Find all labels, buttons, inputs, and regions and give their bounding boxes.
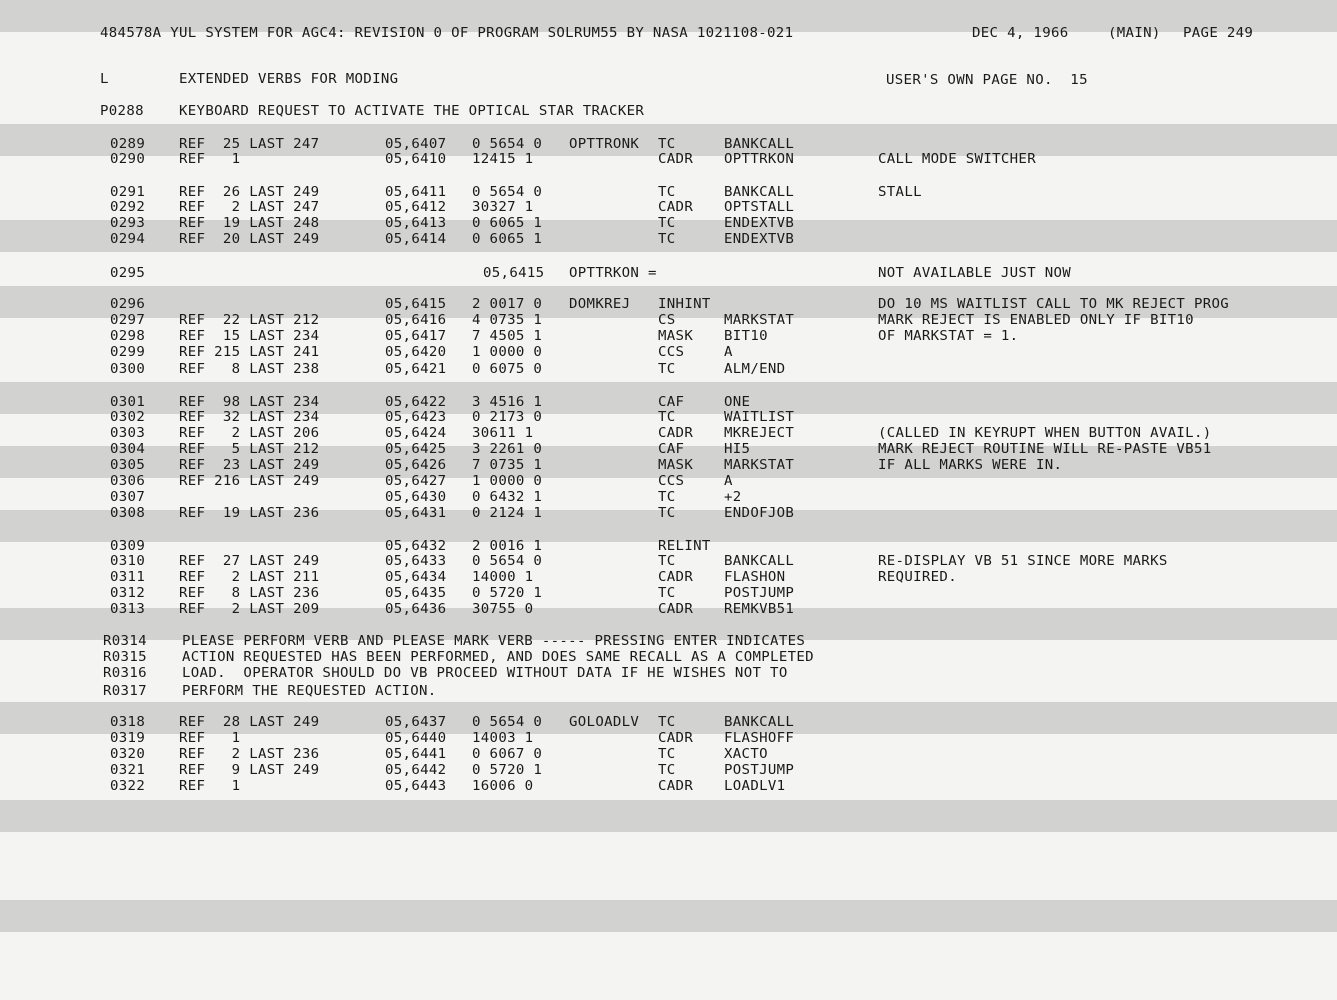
comment: NOT AVAILABLE JUST NOW (878, 266, 1072, 281)
operand: A (724, 345, 733, 360)
line-number: 0313 (110, 602, 146, 617)
operand: POSTJUMP (724, 763, 795, 778)
operand: BANKCALL (724, 185, 795, 200)
opcode: TC (658, 763, 676, 778)
octal-word: 14003 1 (472, 731, 534, 746)
line-number: 0296 (110, 297, 146, 312)
cross-reference: REF 8 LAST 236 (179, 586, 320, 601)
opcode: CCS (658, 345, 685, 360)
comment: MARK REJECT ROUTINE WILL RE-PASTE VB51 (878, 442, 1212, 457)
operand: FLASHOFF (724, 731, 795, 746)
users-own-page-number: USER'S OWN PAGE NO. 15 (886, 73, 1088, 88)
remark-text: PERFORM THE REQUESTED ACTION. (182, 684, 437, 699)
remark-line-number: R0317 (103, 684, 147, 699)
operand: BANKCALL (724, 554, 795, 569)
memory-address: 05,6417 (385, 329, 447, 344)
cross-reference: REF 19 LAST 248 (179, 216, 320, 231)
operand: MKREJECT (724, 426, 795, 441)
line-number: 0289 (110, 137, 146, 152)
memory-address: 05,6435 (385, 586, 447, 601)
opcode: INHINT (658, 297, 711, 312)
memory-address: 05,6423 (385, 410, 447, 425)
opcode: TC (658, 747, 676, 762)
comment: OF MARKSTAT = 1. (878, 329, 1019, 344)
opcode: TC (658, 715, 676, 730)
octal-word: 0 5654 0 (472, 715, 543, 730)
line-number: 0300 (110, 362, 146, 377)
remark-text: LOAD. OPERATOR SHOULD DO VB PROCEED WITHOUT DATA IF HE WISHES NOT TO (182, 666, 788, 681)
line-number: 0298 (110, 329, 146, 344)
operand: MARKSTAT (724, 458, 795, 473)
comment: (CALLED IN KEYRUPT WHEN BUTTON AVAIL.) (878, 426, 1212, 441)
line-number: 0304 (110, 442, 146, 457)
opcode: TC (658, 362, 676, 377)
line-number: 0319 (110, 731, 146, 746)
octal-word: 0 2124 1 (472, 506, 543, 521)
operand: A (724, 474, 733, 489)
operand: BANKCALL (724, 715, 795, 730)
line-number: 0295 (110, 266, 146, 281)
cross-reference: REF 1 (179, 731, 241, 746)
memory-address: 05,6420 (385, 345, 447, 360)
operand: REMKVB51 (724, 602, 795, 617)
line-number: 0310 (110, 554, 146, 569)
symbol-label: OPTTRKON = (569, 266, 657, 281)
operand: FLASHON (724, 570, 786, 585)
octal-word: 0 2173 0 (472, 410, 543, 425)
octal-word: 3 2261 0 (472, 442, 543, 457)
octal-word: 3 4516 1 (472, 395, 543, 410)
line-number: 0311 (110, 570, 146, 585)
octal-word: 0 5654 0 (472, 137, 543, 152)
cross-reference: REF 2 LAST 236 (179, 747, 320, 762)
line-number: 0318 (110, 715, 146, 730)
opcode: CADR (658, 779, 694, 794)
line-number: 0320 (110, 747, 146, 762)
cross-reference: REF 9 LAST 249 (179, 763, 320, 778)
cross-reference: REF 1 (179, 779, 241, 794)
operand: +2 (724, 490, 742, 505)
octal-word: 30327 1 (472, 200, 534, 215)
comment: MARK REJECT IS ENABLED ONLY IF BIT10 (878, 313, 1194, 328)
memory-address: 05,6424 (385, 426, 447, 441)
opcode: TC (658, 554, 676, 569)
octal-word: 16006 0 (472, 779, 534, 794)
operand: HI5 (724, 442, 751, 457)
opcode: TC (658, 216, 676, 231)
memory-address: 05,6430 (385, 490, 447, 505)
memory-address: 05,6411 (385, 185, 447, 200)
line-number: 0305 (110, 458, 146, 473)
greenbar-band (0, 800, 1337, 832)
line-number: 0309 (110, 539, 146, 554)
memory-address: 05,6442 (385, 763, 447, 778)
opcode: TC (658, 506, 676, 521)
memory-address: 05,6412 (385, 200, 447, 215)
line-number: 0303 (110, 426, 146, 441)
line-number: 0301 (110, 395, 146, 410)
cross-reference: REF 2 LAST 247 (179, 200, 320, 215)
opcode: CADR (658, 731, 694, 746)
log-section-title: EXTENDED VERBS FOR MODING (179, 72, 399, 87)
octal-word: 0 6067 0 (472, 747, 543, 762)
octal-word: 05,6415 (483, 266, 545, 281)
memory-address: 05,6415 (385, 297, 447, 312)
cross-reference: REF 26 LAST 249 (179, 185, 320, 200)
opcode: CADR (658, 426, 694, 441)
octal-word: 0 6065 1 (472, 232, 543, 247)
opcode: CADR (658, 570, 694, 585)
opcode: TC (658, 185, 676, 200)
remark-line-number: R0316 (103, 666, 147, 681)
cross-reference: REF 2 LAST 209 (179, 602, 320, 617)
symbol-label: OPTTRONK (569, 137, 640, 152)
opcode: RELINT (658, 539, 711, 554)
memory-address: 05,6425 (385, 442, 447, 457)
comment: CALL MODE SWITCHER (878, 152, 1036, 167)
memory-address: 05,6436 (385, 602, 447, 617)
octal-word: 0 6075 0 (472, 362, 543, 377)
octal-word: 7 0735 1 (472, 458, 543, 473)
line-number: 0321 (110, 763, 146, 778)
octal-word: 2 0016 1 (472, 539, 543, 554)
remark-text: PLEASE PERFORM VERB AND PLEASE MARK VERB ----- PRESSING ENTER INDICATES (182, 634, 806, 649)
octal-word: 0 6432 1 (472, 490, 543, 505)
operand: OPTTRKON (724, 152, 795, 167)
cross-reference: REF 98 LAST 234 (179, 395, 320, 410)
operand: LOADLV1 (724, 779, 786, 794)
memory-address: 05,6414 (385, 232, 447, 247)
line-number: 0299 (110, 345, 146, 360)
memory-address: 05,6432 (385, 539, 447, 554)
octal-word: 2 0017 0 (472, 297, 543, 312)
octal-word: 4 0735 1 (472, 313, 543, 328)
cross-reference: REF 28 LAST 249 (179, 715, 320, 730)
memory-address: 05,6422 (385, 395, 447, 410)
cross-reference: REF 216 LAST 249 (179, 474, 320, 489)
octal-word: 0 5720 1 (472, 763, 543, 778)
opcode: TC (658, 137, 676, 152)
opcode: CADR (658, 152, 694, 167)
octal-word: 0 5654 0 (472, 554, 543, 569)
operand: BANKCALL (724, 137, 795, 152)
cross-reference: REF 22 LAST 212 (179, 313, 320, 328)
operand: POSTJUMP (724, 586, 795, 601)
memory-address: 05,6410 (385, 152, 447, 167)
operand: ENDOFJOB (724, 506, 795, 521)
operand: ENDEXTVB (724, 232, 795, 247)
opcode: CADR (658, 602, 694, 617)
octal-word: 14000 1 (472, 570, 534, 585)
line-number: 0306 (110, 474, 146, 489)
memory-address: 05,6416 (385, 313, 447, 328)
octal-word: 12415 1 (472, 152, 534, 167)
comment: RE-DISPLAY VB 51 SINCE MORE MARKS (878, 554, 1168, 569)
line-number: 0322 (110, 779, 146, 794)
remark-line-number: R0315 (103, 650, 147, 665)
opcode: CS (658, 313, 676, 328)
header-page-number: PAGE 249 (1183, 26, 1254, 41)
symbol-label: DOMKREJ (569, 297, 631, 312)
opcode: CAF (658, 442, 685, 457)
remark-text: ACTION REQUESTED HAS BEEN PERFORMED, AND DOES SAME RECALL AS A COMPLETED (182, 650, 814, 665)
line-number: 0302 (110, 410, 146, 425)
cross-reference: REF 27 LAST 249 (179, 554, 320, 569)
greenbar-band (0, 900, 1337, 932)
cross-reference: REF 8 LAST 238 (179, 362, 320, 377)
symbol-label: GOLOADLV (569, 715, 640, 730)
line-number: 0293 (110, 216, 146, 231)
header-date: DEC 4, 1966 (972, 26, 1069, 41)
octal-word: 30755 0 (472, 602, 534, 617)
operand: XACTO (724, 747, 768, 762)
memory-address: 05,6426 (385, 458, 447, 473)
cross-reference: REF 23 LAST 249 (179, 458, 320, 473)
cross-reference: REF 19 LAST 236 (179, 506, 320, 521)
cross-reference: REF 215 LAST 241 (179, 345, 320, 360)
comment: DO 10 MS WAITLIST CALL TO MK REJECT PROG (878, 297, 1230, 312)
operand: ALM/END (724, 362, 786, 377)
operand: OPTSTALL (724, 200, 795, 215)
memory-address: 05,6437 (385, 715, 447, 730)
line-number: 0294 (110, 232, 146, 247)
cross-reference: REF 15 LAST 234 (179, 329, 320, 344)
cross-reference: REF 25 LAST 247 (179, 137, 320, 152)
memory-address: 05,6441 (385, 747, 447, 762)
memory-address: 05,6434 (385, 570, 447, 585)
octal-word: 0 5654 0 (472, 185, 543, 200)
line-number: 0291 (110, 185, 146, 200)
line-number: 0307 (110, 490, 146, 505)
line-number: 0292 (110, 200, 146, 215)
line-number: 0312 (110, 586, 146, 601)
octal-word: 1 0000 0 (472, 474, 543, 489)
opcode: TC (658, 410, 676, 425)
operand: BIT10 (724, 329, 768, 344)
opcode: CAF (658, 395, 685, 410)
memory-address: 05,6433 (385, 554, 447, 569)
opcode: CADR (658, 200, 694, 215)
p0288-line-number: P0288 (100, 104, 144, 119)
memory-address: 05,6407 (385, 137, 447, 152)
line-number: 0308 (110, 506, 146, 521)
cross-reference: REF 5 LAST 212 (179, 442, 320, 457)
log-section-marker: L (100, 72, 109, 87)
comment: IF ALL MARKS WERE IN. (878, 458, 1063, 473)
line-number: 0297 (110, 313, 146, 328)
operand: ONE (724, 395, 751, 410)
cross-reference: REF 2 LAST 206 (179, 426, 320, 441)
opcode: TC (658, 232, 676, 247)
opcode: TC (658, 490, 676, 505)
octal-word: 30611 1 (472, 426, 534, 441)
memory-address: 05,6440 (385, 731, 447, 746)
opcode: MASK (658, 329, 694, 344)
cross-reference: REF 32 LAST 234 (179, 410, 320, 425)
cross-reference: REF 2 LAST 211 (179, 570, 320, 585)
operand: WAITLIST (724, 410, 795, 425)
opcode: MASK (658, 458, 694, 473)
memory-address: 05,6431 (385, 506, 447, 521)
operand: ENDEXTVB (724, 216, 795, 231)
octal-word: 1 0000 0 (472, 345, 543, 360)
memory-address: 05,6413 (385, 216, 447, 231)
opcode: CCS (658, 474, 685, 489)
comment: REQUIRED. (878, 570, 957, 585)
line-number: 0290 (110, 152, 146, 167)
p0288-page-remark: KEYBOARD REQUEST TO ACTIVATE THE OPTICAL STAR TRACKER (179, 104, 645, 119)
octal-word: 7 4505 1 (472, 329, 543, 344)
operand: MARKSTAT (724, 313, 795, 328)
comment: STALL (878, 185, 922, 200)
octal-word: 0 5720 1 (472, 586, 543, 601)
cross-reference: REF 20 LAST 249 (179, 232, 320, 247)
memory-address: 05,6427 (385, 474, 447, 489)
opcode: TC (658, 586, 676, 601)
remark-line-number: R0314 (103, 634, 147, 649)
memory-address: 05,6443 (385, 779, 447, 794)
octal-word: 0 6065 1 (472, 216, 543, 231)
header-section: (MAIN) (1108, 26, 1161, 41)
memory-address: 05,6421 (385, 362, 447, 377)
header-title: 484578A YUL SYSTEM FOR AGC4: REVISION 0 OF PROGRAM SOLRUM55 BY NASA 1021108-021 (100, 26, 794, 41)
cross-reference: REF 1 (179, 152, 241, 167)
